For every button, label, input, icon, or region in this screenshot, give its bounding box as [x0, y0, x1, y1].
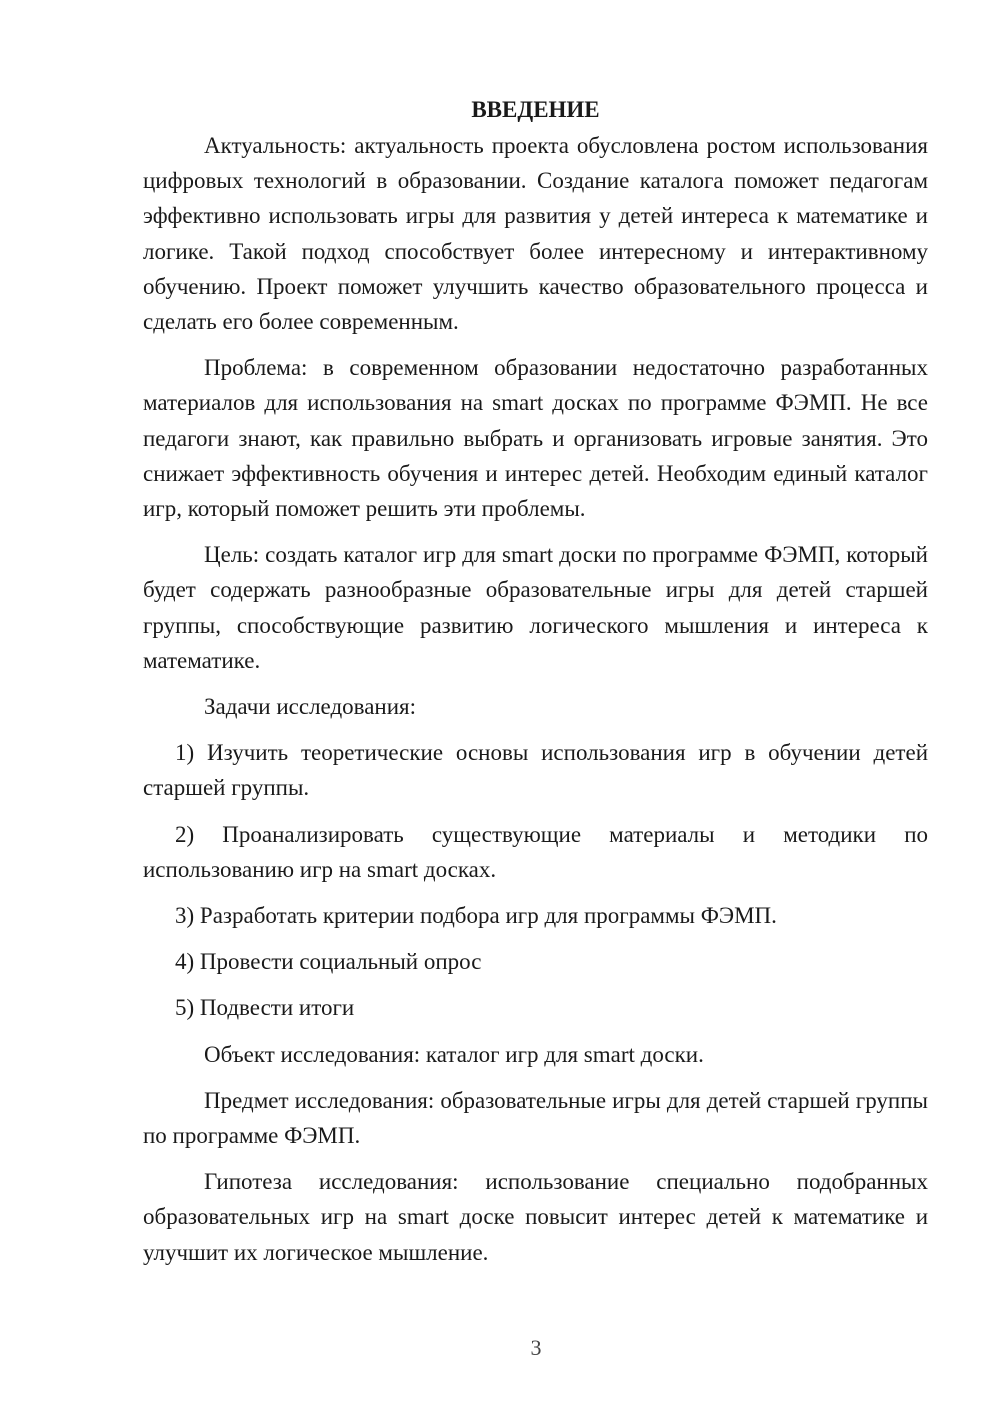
object-paragraph: Объект исследования: каталог игр для smart доски.: [204, 1041, 704, 1067]
goal-paragraph: Цель: создать каталог игр для smart доски по программе ФЭМП, который будет содержать разнообразные образовательные игры для детей старшей группы, способствующие развитию логического мышления и интереса к математике.: [143, 542, 928, 673]
hypothesis-paragraph: Гипотеза исследования: использование специально подобранных образовательных игр на smart доске повысит интерес детей к математике и улучшит их логическое мышление.: [143, 1169, 928, 1265]
tasks-heading: Задачи исследования:: [204, 694, 417, 720]
problem-paragraph: Проблема: в современном образовании недостаточно разработанных материалов для использования на smart досках по программе ФЭМП. Не все педагоги знают, как правильно выбрать и организовать игровые занятия. Это снижает эффективность обучения и интерес детей. Необходим единый каталог игр, который поможет решить эти проблемы.: [143, 355, 928, 522]
task-item-3: 3) Разработать критерии подбора игр для программы ФЭМП.: [175, 903, 777, 929]
section-title: ВВЕДЕНИЕ: [471, 97, 600, 122]
task-item-2: 2) Проанализировать существующие материалы и методики по использованию игр на smart досках.: [143, 821, 928, 882]
page-number: 3: [530, 1335, 542, 1360]
task-item-5: 5) Подвести итоги: [175, 995, 355, 1021]
subject-paragraph: Предмет исследования: образовательные игры для детей старшей группы по программе ФЭМП.: [143, 1087, 928, 1149]
task-item-1: 1) Изучить теоретические основы использования игр в обучении детей старшей группы.: [143, 740, 928, 801]
relevance-paragraph: Актуальность: актуальность проекта обусловлена ростом использования цифровых технологий в образовании. Создание каталога поможет педагогам эффективно использовать игры для развития у детей интереса к математике и логике. Такой подход способствует более интересному и интерактивному обучению. Проект поможет улучшить качество образовательного процесса и сделать его более современным.: [143, 133, 928, 335]
document-page: [143, 92, 928, 1281]
task-item-4: 4) Провести социальный опрос: [175, 949, 482, 975]
